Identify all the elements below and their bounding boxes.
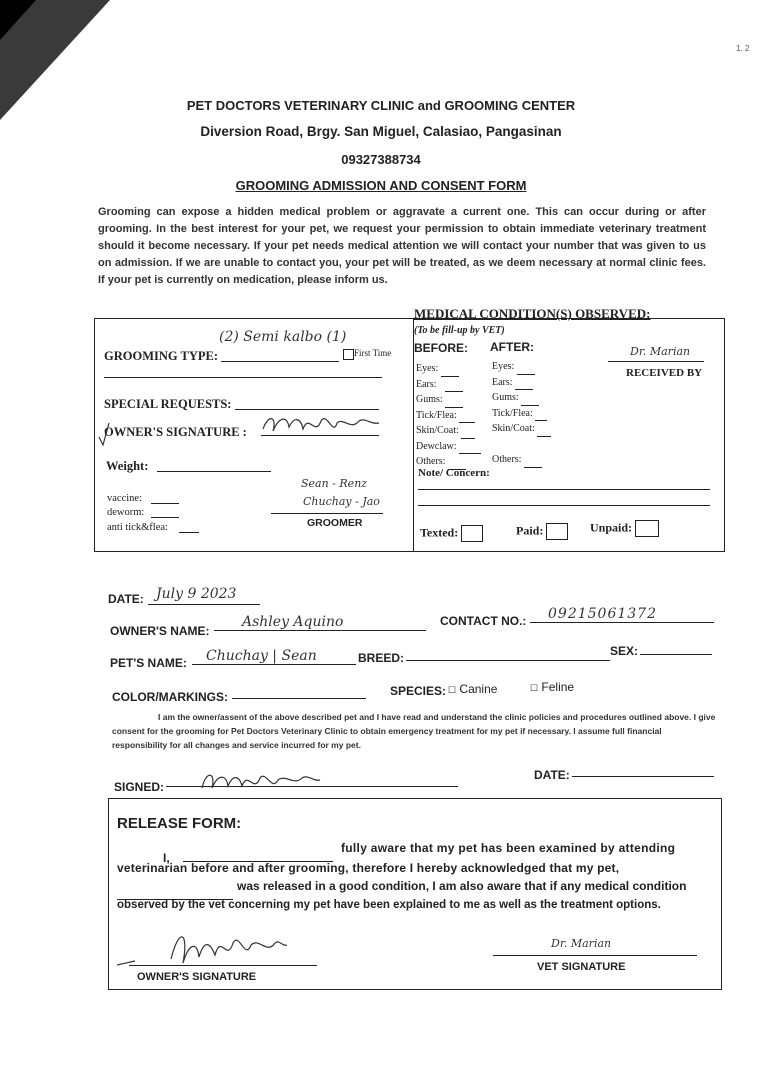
- before-item-others: Others:: [416, 454, 481, 470]
- received-by-label: RECEIVED BY: [626, 367, 703, 379]
- medical-title: MEDICAL CONDITION(S) OBSERVED:: [414, 306, 651, 321]
- signed-label: SIGNED:: [114, 780, 165, 794]
- texted-field: Texted:: [420, 525, 483, 542]
- owner-signature-label: OWNER'S SIGNATURE :: [104, 425, 247, 439]
- release-text-2: veterinarian before and after grooming, therefore I hereby acknowledged that my pet,: [117, 861, 620, 875]
- special-requests-label: SPECIAL REQUESTS:: [104, 397, 232, 411]
- note-line-1[interactable]: [418, 477, 710, 490]
- release-i-label: I,: [163, 851, 170, 865]
- canine-checkbox-icon[interactable]: ☐: [448, 685, 457, 695]
- clinic-address: Diversion Road, Brgy. San Miguel, Calasiao, Pangasinan: [200, 124, 562, 139]
- release-text-3: was released in a good condition, I am also aware that if any medical condition: [237, 879, 687, 893]
- clinic-phone: 09327388734: [341, 152, 421, 167]
- grooming-type-field[interactable]: [221, 345, 339, 362]
- form-title: GROOMING ADMISSION AND CONSENT FORM: [235, 178, 527, 193]
- consent-paragraph: I am the owner/assent of the above described pet and I have read and understand the clinic policies and procedures outlined above. I give consent for the grooming for Pet Doctors Veterinary Clinic to obtain emergency treatment for my pet if necessary. I assume full financial responsibility for all changes and service incurred for my pet.: [112, 712, 716, 750]
- color-markings-label: COLOR/MARKINGS:: [112, 690, 228, 704]
- signed-signature-scribble: [196, 766, 326, 796]
- unpaid-field: Unpaid:: [590, 520, 659, 537]
- groomer-value-1: Sean - Renz: [301, 477, 368, 490]
- breed-label: BREED:: [358, 651, 405, 665]
- grooming-type-label: GROOMING TYPE:: [104, 349, 219, 363]
- antitick-label: anti tick&flea:: [107, 522, 168, 533]
- grooming-type-line-2: [104, 363, 382, 378]
- feline-option[interactable]: ☐ Feline: [530, 680, 575, 694]
- grooming-type-value: (2) Semi kalbo (1): [219, 329, 347, 345]
- contact-value: 09215061372: [548, 606, 657, 622]
- before-item-tickflea: Tick/Flea:: [416, 408, 481, 424]
- after-item-others: Others:: [492, 452, 551, 468]
- release-title: RELEASE FORM:: [117, 815, 242, 832]
- deworm-label: deworm:: [107, 507, 145, 518]
- corner-mark: 1. 2: [736, 44, 750, 53]
- consent-date-field[interactable]: [572, 762, 714, 777]
- sex-label: SEX:: [610, 644, 639, 658]
- weight-field[interactable]: [157, 457, 271, 472]
- after-item-ears: Ears:: [492, 375, 551, 391]
- release-name-field[interactable]: [183, 847, 333, 862]
- vet-signature-field[interactable]: [493, 943, 697, 956]
- first-time-checkbox[interactable]: [343, 349, 354, 360]
- medical-subtitle: (To be fill-up by VET): [414, 325, 505, 336]
- before-label: BEFORE:: [414, 341, 468, 355]
- before-item-ears: Ears:: [416, 377, 481, 393]
- release-pet-field[interactable]: [117, 885, 233, 900]
- release-form-box: [108, 798, 722, 990]
- feline-checkbox-icon[interactable]: ☐: [530, 683, 539, 693]
- paid-checkbox[interactable]: [546, 523, 568, 540]
- after-item-empty: [492, 437, 551, 453]
- after-item-eyes: Eyes:: [492, 359, 551, 375]
- check-mark-owner: [97, 419, 111, 449]
- vet-signature-label: VET SIGNATURE: [537, 961, 626, 973]
- pet-name-label: PET'S NAME:: [110, 656, 187, 670]
- date-value: July 9 2023: [156, 586, 237, 602]
- before-item-eyes: Eyes:: [416, 361, 481, 377]
- intro-paragraph: Grooming can expose a hidden medical problem or aggravate a current one. This can occur during or after grooming. In the best interest for your pet, we request your permission to obtain immediate veterinary treatment should it become necessary. If your pet needs medical attention we will contact your number that was given to us on admission. If we are unable to contact you, your pet will be treated, as we deem necessary at normal clinic fees. If your pet is currently on medication, please inform us.: [98, 206, 706, 286]
- breed-field[interactable]: [406, 646, 610, 661]
- groomer-value-2: Chuchay - Jao: [303, 495, 380, 508]
- pet-name-value: Chuchay | Sean: [206, 648, 317, 664]
- species-label: SPECIES:: [390, 684, 447, 698]
- vaccine-label: vaccine:: [107, 493, 142, 504]
- release-text-1: fully aware that my pet has been examined by attending: [341, 841, 676, 855]
- received-by-field[interactable]: [608, 349, 704, 362]
- deworm-field[interactable]: [151, 507, 179, 518]
- groomer-label: GROOMER: [307, 517, 363, 529]
- before-item-dewclaw: Dewclaw:: [416, 439, 481, 455]
- release-owner-signature-field[interactable]: [129, 953, 317, 966]
- release-owner-signature-label: OWNER'S SIGNATURE: [137, 971, 257, 983]
- after-item-tickflea: Tick/Flea:: [492, 406, 551, 422]
- owner-name-label: OWNER'S NAME:: [110, 624, 210, 638]
- canine-option[interactable]: ☐ Canine: [448, 682, 498, 696]
- weight-label: Weight:: [106, 459, 149, 473]
- after-item-gums: Gums:: [492, 390, 551, 406]
- texted-checkbox[interactable]: [461, 525, 483, 542]
- consent-date-label: DATE:: [534, 768, 570, 782]
- contact-label: CONTACT NO.:: [440, 614, 527, 628]
- before-item-skincoat: Skin/Coat:: [416, 423, 481, 439]
- grooming-info-box: [94, 318, 414, 552]
- note-label: Note/ Concern:: [418, 467, 490, 479]
- vet-signature-value: Dr. Marian: [551, 937, 612, 950]
- release-text-4: observed by the vet concerning my pet have been explained to me as well as the treatment options.: [117, 899, 661, 911]
- paid-field: Paid:: [516, 523, 568, 540]
- after-list: [492, 359, 551, 468]
- vaccine-field[interactable]: [151, 493, 179, 504]
- antitick-field[interactable]: [179, 522, 199, 533]
- before-list: [416, 361, 481, 470]
- medical-condition-box: [412, 306, 725, 552]
- received-by-value: Dr. Marian: [630, 345, 691, 358]
- date-label: DATE:: [108, 592, 144, 606]
- after-item-skincoat: Skin/Coat:: [492, 421, 551, 437]
- sex-field[interactable]: [640, 642, 712, 655]
- groomer-field[interactable]: [271, 501, 383, 514]
- before-item-gums: Gums:: [416, 392, 481, 408]
- first-time-label: First Time: [354, 348, 392, 358]
- owner-signature-scribble: [255, 407, 385, 443]
- unpaid-checkbox[interactable]: [635, 520, 659, 537]
- color-markings-field[interactable]: [232, 684, 366, 699]
- scan-corner-dark: [0, 0, 36, 40]
- note-line-2[interactable]: [418, 493, 710, 506]
- after-label: AFTER:: [490, 340, 534, 354]
- clinic-name: PET DOCTORS VETERINARY CLINIC and GROOMING CENTER: [186, 98, 576, 113]
- owner-name-value: Ashley Aquino: [242, 614, 344, 630]
